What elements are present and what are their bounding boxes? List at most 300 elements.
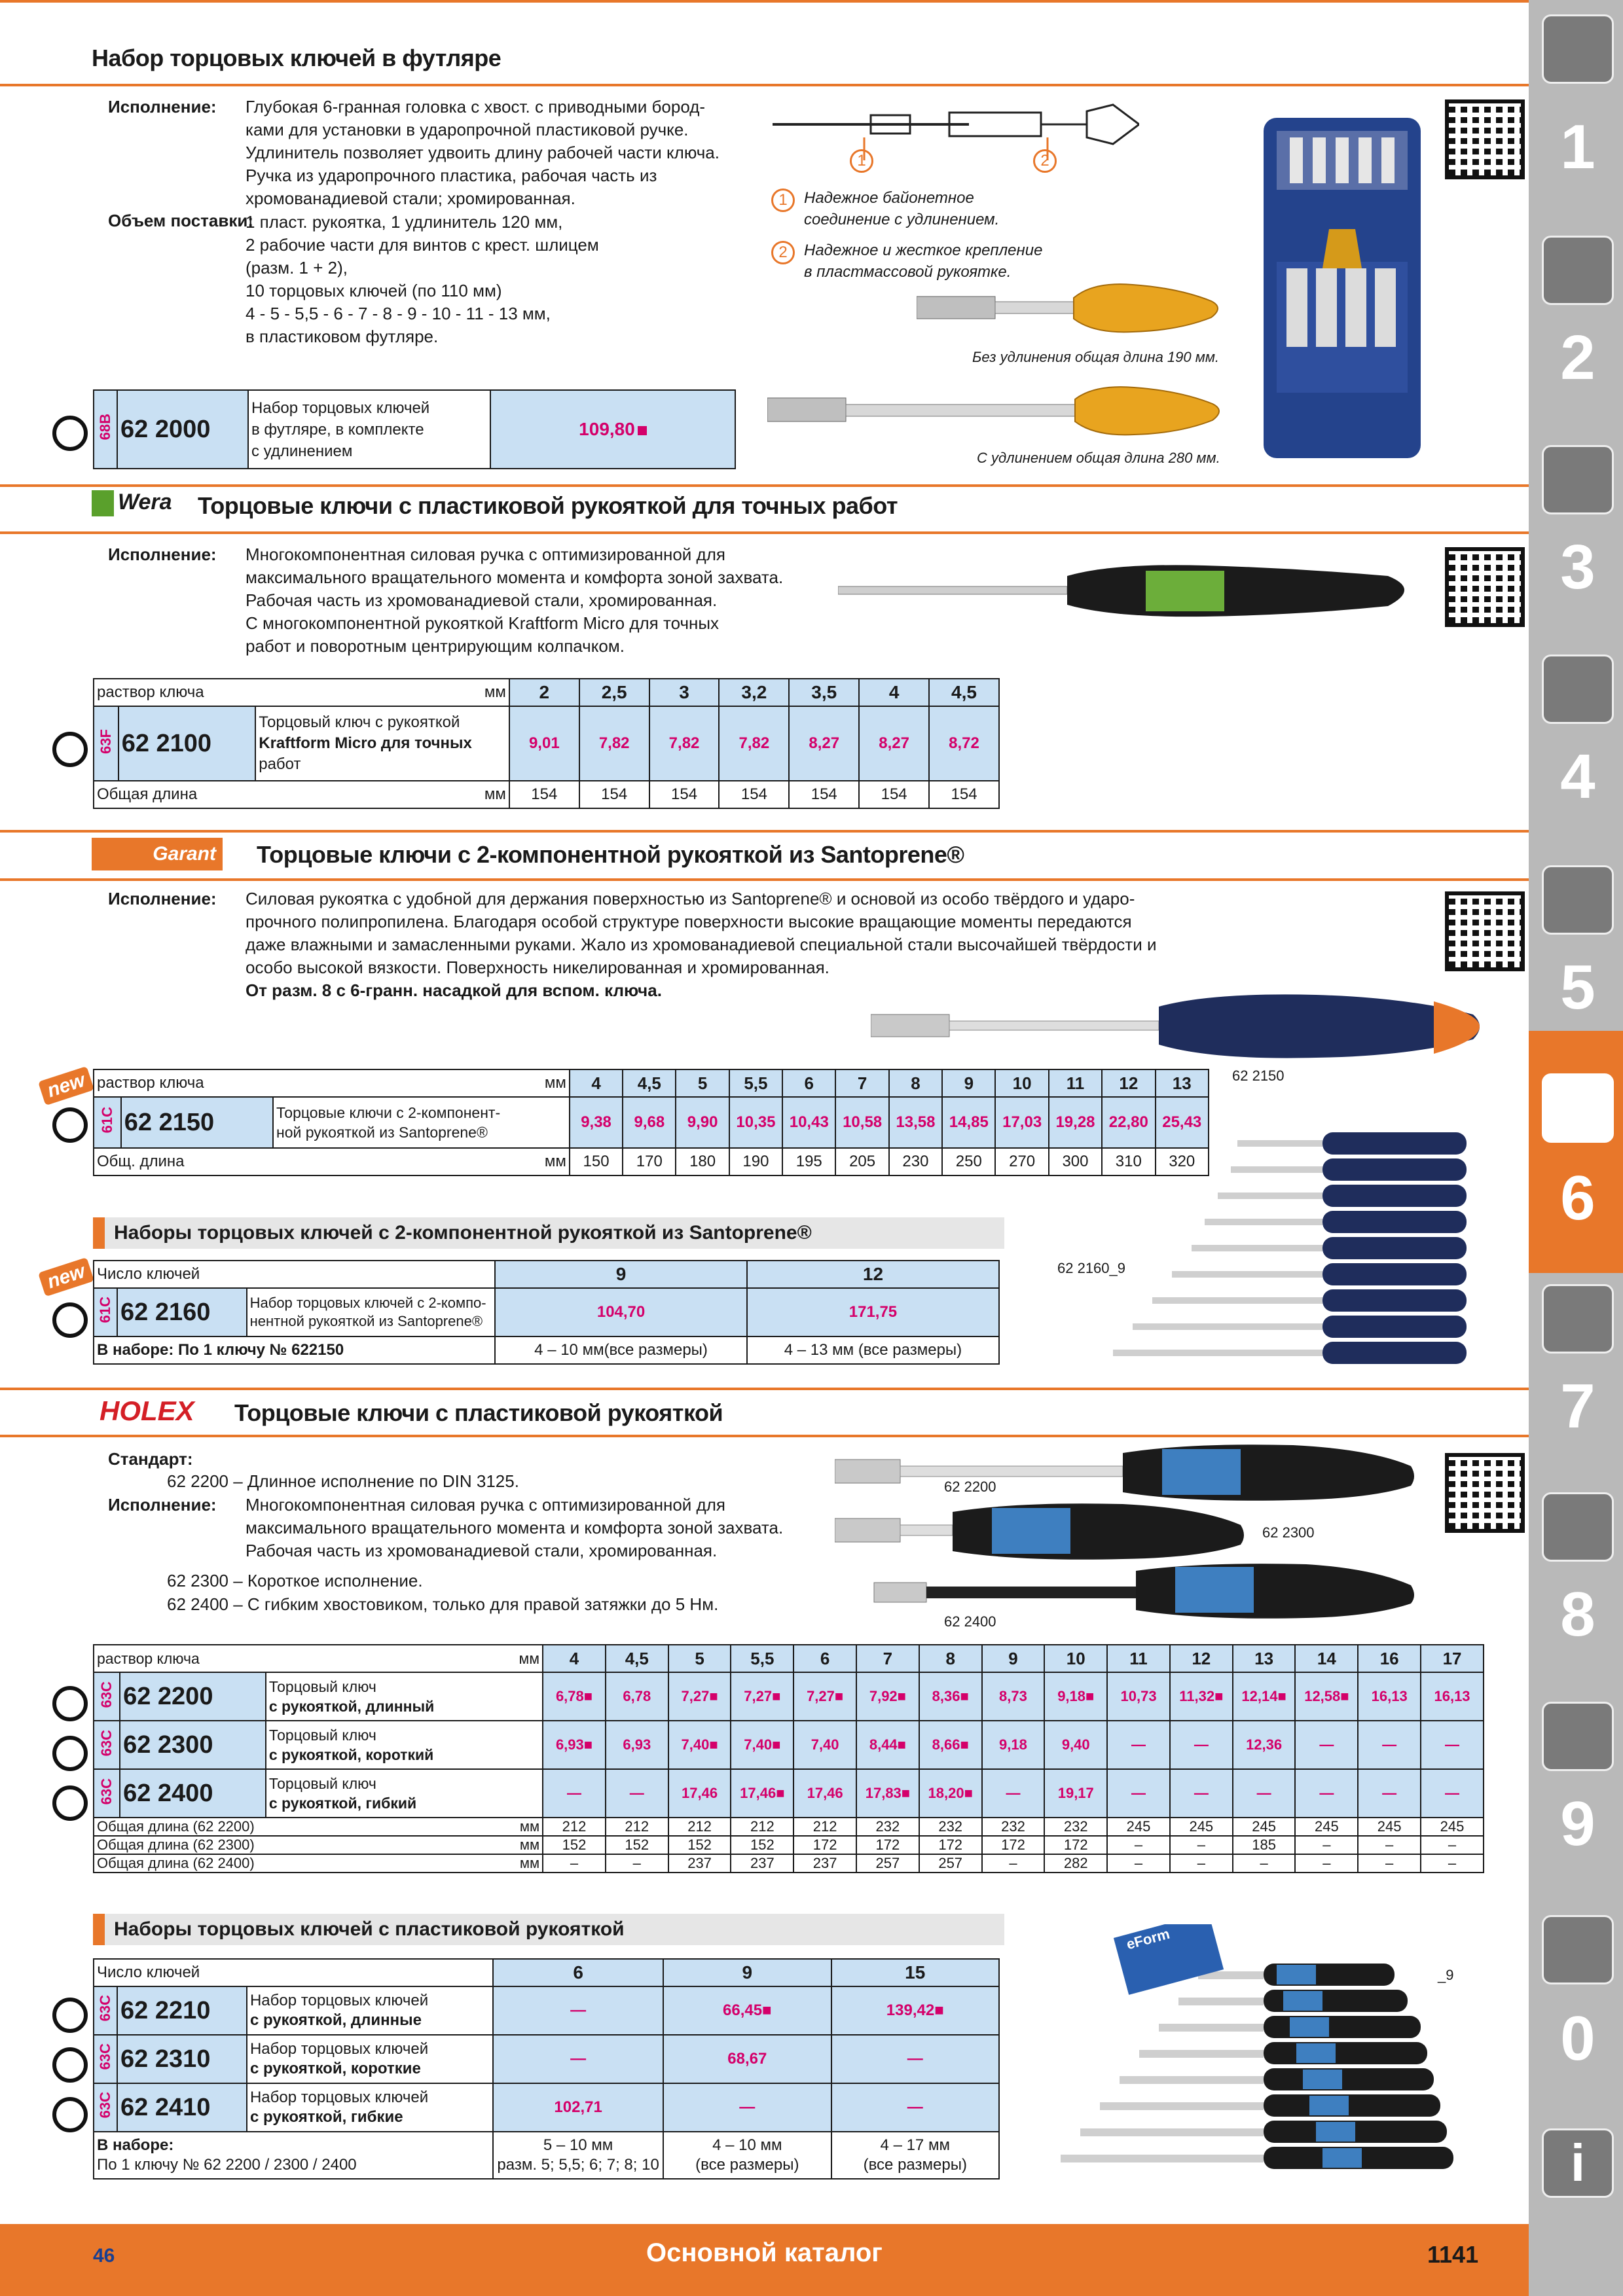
- price-cell: 12,58■: [1295, 1672, 1358, 1721]
- caption: С удлинением общая длина 280 мм.: [977, 450, 1220, 466]
- length-cell: 154: [509, 781, 579, 808]
- wrench-screwdriver-icon[interactable]: [1542, 1073, 1614, 1143]
- desc-line: Торцовый ключ: [268, 1678, 376, 1695]
- desc-line: ной рукояткой из Santoprene®: [276, 1124, 488, 1141]
- group-code: 61C: [94, 1097, 121, 1148]
- select-circle[interactable]: [52, 1686, 88, 1721]
- group-code: 61C: [94, 1288, 117, 1336]
- price-cell: 9,38: [570, 1097, 623, 1148]
- size-header: 2,5: [579, 679, 649, 706]
- price-cell: 6,78: [606, 1672, 668, 1721]
- price-cell: —: [831, 2083, 999, 2132]
- product-desc: [266, 1672, 543, 1721]
- price-cell: 17,46: [668, 1769, 731, 1818]
- desc-line: с рукояткой, длинные: [249, 2011, 422, 2029]
- group-code: 63C: [94, 1986, 117, 2035]
- desc-line: хромованадиевой стали; хромированная.: [246, 188, 575, 208]
- tab-number[interactable]: 8: [1560, 1579, 1596, 1649]
- brand-logo: Wera: [92, 490, 172, 516]
- toolholder-icon[interactable]: [1542, 445, 1614, 514]
- tab-number[interactable]: 2: [1560, 323, 1596, 393]
- price-cell: —: [493, 2035, 663, 2083]
- length-cell: 282: [1044, 1854, 1107, 1873]
- length-cell: –: [1170, 1854, 1233, 1873]
- select-circle[interactable]: [52, 2097, 88, 2132]
- length-cell: –: [982, 1854, 1045, 1873]
- caption: Без удлинения общая длина 190 мм.: [972, 349, 1220, 365]
- length-cell: –: [1107, 1854, 1170, 1873]
- info-icon[interactable]: i: [1542, 2128, 1614, 2198]
- image-label: 62 2300: [1262, 1524, 1315, 1541]
- length-cell: 320: [1156, 1148, 1209, 1175]
- size-header: 9: [982, 1645, 1045, 1672]
- size-header: 4: [543, 1645, 606, 1672]
- callout-text: [804, 187, 999, 230]
- contents-cell: 4 – 17 мм (все размеры): [831, 2132, 999, 2179]
- size-table: [93, 678, 1000, 809]
- description: [246, 1494, 783, 1562]
- price-cell: 104,70: [495, 1288, 747, 1336]
- desc-line: с рукояткой, короткий: [268, 1746, 434, 1763]
- length-cell: 154: [579, 781, 649, 808]
- count-header: 15: [831, 1959, 999, 1986]
- tab-number[interactable]: 7: [1560, 1371, 1596, 1441]
- article-number[interactable]: 62 2300: [120, 1721, 266, 1769]
- count-header: 9: [663, 1959, 831, 1986]
- qr-code[interactable]: [1445, 891, 1525, 971]
- desc-line: С многокомпонентной рукояткой Kraftform Micro для точных: [246, 613, 720, 633]
- price-cell: 7,27■: [793, 1672, 856, 1721]
- size-header: 13: [1233, 1645, 1296, 1672]
- qr-code[interactable]: [1445, 547, 1525, 627]
- product-desc: [266, 1769, 543, 1818]
- price-cell: 6,93■: [543, 1721, 606, 1769]
- article-number[interactable]: 62 2150: [121, 1097, 273, 1148]
- length-cell: 232: [1044, 1818, 1107, 1836]
- tab-number[interactable]: 1: [1560, 112, 1596, 182]
- price-cell: 109,80: [490, 390, 735, 469]
- price-cell: 9,18■: [1044, 1672, 1107, 1721]
- size-header: 11: [1107, 1645, 1170, 1672]
- length-cell: 205: [835, 1148, 888, 1175]
- desc-line: Многокомпонентная силовая ручка с оптимизированной для: [246, 1495, 725, 1515]
- pliers-hammer-icon[interactable]: [1542, 1284, 1614, 1354]
- contents-cell: 5 – 10 мм разм. 5; 5,5; 6; 7; 8; 10: [493, 2132, 663, 2179]
- price-cell: —: [1233, 1769, 1296, 1818]
- group-code: 63C: [94, 1672, 120, 1721]
- set-image: [1048, 1924, 1467, 2186]
- price-cell: 12,14■: [1233, 1672, 1296, 1721]
- desc-line: От разм. 8 с 6-гранн. насадкой для вспом. ключа.: [246, 980, 662, 1000]
- price-cell: 8,72: [929, 706, 999, 781]
- scope-line: 1 пласт. рукоятка, 1 удлинитель 120 мм,: [246, 212, 563, 232]
- desc-line: с рукояткой, длинный: [268, 1698, 435, 1715]
- image-label: 62 2160_9: [1057, 1260, 1125, 1276]
- length-cell: 237: [731, 1854, 793, 1873]
- new-badge: new: [38, 1257, 94, 1297]
- safety-gear-icon[interactable]: [1542, 1915, 1614, 1984]
- desc-line: с рукояткой, гибкий: [268, 1795, 417, 1812]
- count-header: 6: [493, 1959, 663, 1986]
- length-cell: 152: [668, 1836, 731, 1854]
- table-header: раствор ключа мм: [94, 1645, 543, 1672]
- size-header: 8: [889, 1069, 942, 1097]
- size-header: 10: [1044, 1645, 1107, 1672]
- size-header: 16: [1358, 1645, 1421, 1672]
- length-cell: 212: [793, 1818, 856, 1836]
- price-cell: 8,27: [789, 706, 859, 781]
- qr-code[interactable]: [1445, 99, 1525, 179]
- callout-marker: 1: [771, 188, 795, 212]
- length-cell: 245: [1295, 1818, 1358, 1836]
- size-header: 5: [668, 1645, 731, 1672]
- image-label: _9: [1438, 1967, 1454, 1983]
- section-rule: [0, 1388, 1529, 1390]
- desc-line: максимального вращательного момента и комфорта зоной захвата.: [246, 1518, 784, 1537]
- length-cell: –: [1107, 1836, 1170, 1854]
- size-header: 5: [676, 1069, 729, 1097]
- price-cell: 16,13: [1358, 1672, 1421, 1721]
- length-cell: 154: [789, 781, 859, 808]
- section-rule: [0, 484, 1529, 487]
- subsection-header: Наборы торцовых ключей с 2-компонентной рукояткой из Santoprene®: [93, 1217, 1004, 1249]
- section-rule: [0, 878, 1529, 881]
- drill-icon[interactable]: [1542, 14, 1614, 84]
- desc-line: в футляре, в комплекте: [251, 420, 424, 439]
- group-code: 63C: [94, 1721, 120, 1769]
- article-number[interactable]: 62 2410: [117, 2083, 247, 2132]
- section-rule: [0, 1435, 1529, 1437]
- tab-number[interactable]: 9: [1560, 1789, 1596, 1859]
- caliper-icon[interactable]: [1542, 655, 1614, 724]
- desc-line: Торцовый ключ: [268, 1775, 376, 1792]
- length-cell: 237: [793, 1854, 856, 1873]
- size-header: 7: [856, 1645, 919, 1672]
- length-cell: 152: [543, 1836, 606, 1854]
- desc-line: Набор торцовых ключей с 2-компо-: [249, 1295, 486, 1311]
- length-cell: 195: [782, 1148, 835, 1175]
- size-table: [93, 1069, 1209, 1176]
- price-cell: 102,71: [493, 2083, 663, 2132]
- table-header: раствор ключа мм: [94, 1069, 570, 1097]
- price-cell: —: [493, 1986, 663, 2035]
- product-desc: [247, 2083, 493, 2132]
- size-header: 6: [782, 1069, 835, 1097]
- brand-logo: Garant: [92, 838, 223, 870]
- length-cell: –: [1170, 1836, 1233, 1854]
- desc-line: с удлинением: [251, 442, 353, 460]
- group-code: 63C: [94, 2035, 117, 2083]
- desc-line: Силовая рукоятка с удобной для держания поверхностью из Santoprene® и основой из особо твёрдого и ударо-: [246, 889, 1135, 908]
- price-cell: 16,13: [1421, 1672, 1484, 1721]
- desc-line: особо высокой вязкости. Поверхность никелированная и хромированная.: [246, 958, 830, 977]
- variant-line: 62 2300 – Короткое исполнение.: [167, 1571, 423, 1590]
- select-circle[interactable]: [52, 2047, 88, 2083]
- length-cell: 232: [919, 1818, 982, 1836]
- length-label: Общая длина (62 2200) мм: [94, 1818, 543, 1836]
- desc-line: Kraftform Micro для точных: [259, 734, 472, 752]
- group-code: 63F: [94, 706, 119, 781]
- length-cell: 232: [856, 1818, 919, 1836]
- price-cell: —: [1358, 1721, 1421, 1769]
- length-label: Общ. длина мм: [94, 1148, 570, 1175]
- price-cell: —: [1295, 1721, 1358, 1769]
- select-circle[interactable]: [52, 1998, 88, 2033]
- select-circle[interactable]: [52, 1302, 88, 1338]
- stock-marker: [638, 426, 647, 435]
- length-cell: 154: [929, 781, 999, 808]
- desc-line: работ: [259, 755, 301, 773]
- ispolnenie-label: Исполнение:: [108, 545, 217, 564]
- section-title: Набор торцовых ключей в футляре: [92, 45, 501, 71]
- length-cell: –: [1295, 1836, 1358, 1854]
- desc-line: Удлинитель позволяет удвоить длину рабочей части ключа.: [246, 143, 720, 162]
- callout-text: [804, 240, 1042, 283]
- article-number[interactable]: 62 2400: [120, 1769, 266, 1818]
- length-cell: 172: [793, 1836, 856, 1854]
- desc-line: Набор торцовых ключей: [249, 1992, 429, 2009]
- price-cell: 7,27■: [668, 1672, 731, 1721]
- length-cell: 245: [1358, 1818, 1421, 1836]
- price-cell: —: [1107, 1721, 1170, 1769]
- price-cell: 7,82: [649, 706, 720, 781]
- scope-line: 10 торцовых ключей (по 110 мм): [246, 281, 502, 300]
- price-cell: —: [982, 1769, 1045, 1818]
- insert-icon[interactable]: [1542, 236, 1614, 305]
- price-cell: 10,58: [835, 1097, 888, 1148]
- tab-number[interactable]: 4: [1560, 742, 1596, 812]
- price-cell: —: [1170, 1721, 1233, 1769]
- size-header: 3,5: [789, 679, 859, 706]
- qr-code[interactable]: [1445, 1453, 1525, 1533]
- price-cell: 8,66■: [919, 1721, 982, 1769]
- size-header: 11: [1049, 1069, 1102, 1097]
- scope-line: в пластиковом футляре.: [246, 327, 439, 346]
- price-cell: —: [606, 1769, 668, 1818]
- price-cell: 9,40: [1044, 1721, 1107, 1769]
- description: [246, 888, 1156, 1002]
- article-number[interactable]: 62 2200: [120, 1672, 266, 1721]
- workbench-icon[interactable]: [1542, 1492, 1614, 1562]
- price-cell: 139,42■: [831, 1986, 999, 2035]
- contents-cell: 4 – 10 мм (все размеры): [663, 2132, 831, 2179]
- select-circle[interactable]: [52, 1785, 88, 1821]
- variant-line: 62 2400 – С гибким хвостовиком, только для правой затяжки до 5 Нм.: [167, 1594, 719, 1614]
- set-table: [93, 1958, 1000, 2179]
- tab-number[interactable]: 5: [1560, 952, 1596, 1022]
- tab-number[interactable]: 3: [1560, 532, 1596, 602]
- product-desc: [248, 390, 490, 469]
- footer-title: Основной каталог: [646, 2238, 883, 2267]
- length-cell: –: [1421, 1836, 1484, 1854]
- desc-line: ками для установки в ударопрочной пластиковой ручке.: [246, 120, 689, 139]
- price-cell: —: [1358, 1769, 1421, 1818]
- price-cell: 8,44■: [856, 1721, 919, 1769]
- article-number[interactable]: 62 2160: [117, 1288, 247, 1336]
- size-header: 4,5: [606, 1645, 668, 1672]
- desc-line: Рабочая часть из хромованадиевой стали, хромированная.: [246, 590, 718, 610]
- size-header: 7: [835, 1069, 888, 1097]
- select-circle[interactable]: [52, 732, 88, 767]
- size-header: 4: [859, 679, 929, 706]
- desc-line: Глубокая 6-гранная головка с хвост. с приводными бород-: [246, 97, 706, 117]
- size-header: 4,5: [623, 1069, 676, 1097]
- tab-number[interactable]: 0: [1560, 2003, 1596, 2073]
- length-cell: –: [1295, 1854, 1358, 1873]
- contents-cell: 4 – 10 мм(все размеры): [495, 1336, 747, 1364]
- length-cell: –: [606, 1854, 668, 1873]
- case-image: [1264, 118, 1421, 458]
- price-cell: 17,46: [793, 1769, 856, 1818]
- description: [246, 543, 783, 658]
- callout-marker: 1: [850, 149, 873, 173]
- price-cell: —: [1421, 1721, 1484, 1769]
- length-cell: 270: [995, 1148, 1048, 1175]
- price-cell: —: [1295, 1769, 1358, 1818]
- product-desc: [255, 706, 509, 781]
- image-label: 62 2150: [1232, 1067, 1285, 1084]
- desc-line: Торцовый ключ с рукояткой: [259, 713, 460, 731]
- desc-line: прочного полипропилена. Благодаря особой структуре поверхности высокие вращающие моменты передаются: [246, 912, 1132, 931]
- length-cell: 172: [856, 1836, 919, 1854]
- length-cell: 245: [1107, 1818, 1170, 1836]
- cabinet-icon[interactable]: [1542, 1702, 1614, 1771]
- length-cell: 185: [1233, 1836, 1296, 1854]
- count-header: 12: [747, 1261, 999, 1288]
- screwdriver-image: [871, 988, 1486, 1067]
- page-number-left: 46: [93, 2245, 115, 2267]
- image-label: 62 2400: [944, 1613, 996, 1630]
- set-image: [1080, 1126, 1486, 1374]
- length-cell: 310: [1102, 1148, 1155, 1175]
- desc-line: Торцовый ключ: [268, 1727, 376, 1744]
- desc-line: даже влажными и замасленными руками. Жало из хромованадиевой специальной стали высочайшей твёрдости и: [246, 935, 1157, 954]
- description: [246, 96, 720, 210]
- desc-line: Набор торцовых ключей: [251, 399, 430, 417]
- section-title: Торцовые ключи с 2-компонентной рукояткой из Santoprene®: [257, 841, 964, 868]
- price-cell: 7,40■: [668, 1721, 731, 1769]
- price-cell: 13,58: [889, 1097, 942, 1148]
- group-code: 63C: [94, 1769, 120, 1818]
- price-cell: 8,73: [982, 1672, 1045, 1721]
- saw-blade-icon[interactable]: [1542, 865, 1614, 935]
- price-cell: 68,67: [663, 2035, 831, 2083]
- price-cell: 17,03: [995, 1097, 1048, 1148]
- length-cell: 257: [919, 1854, 982, 1873]
- new-badge: new: [38, 1066, 94, 1105]
- length-cell: 152: [606, 1836, 668, 1854]
- size-header: 13: [1156, 1069, 1209, 1097]
- ispolnenie-label: Исполнение:: [108, 1495, 217, 1515]
- group-code: 63C: [94, 2083, 117, 2132]
- price-cell: 9,90: [676, 1097, 729, 1148]
- length-cell: 172: [982, 1836, 1045, 1854]
- length-cell: 212: [606, 1818, 668, 1836]
- scope-line: 4 - 5 - 5,5 - 6 - 7 - 8 - 9 - 10 - 11 - 13 мм,: [246, 304, 551, 323]
- price-cell: —: [1421, 1769, 1484, 1818]
- select-circle[interactable]: [52, 1736, 88, 1771]
- price-cell: 171,75: [747, 1288, 999, 1336]
- contents-cell: 4 – 13 мм (все размеры): [747, 1336, 999, 1364]
- section-rule: [0, 0, 1529, 3]
- length-cell: 154: [649, 781, 720, 808]
- length-cell: 152: [731, 1836, 793, 1854]
- price-cell: 12,36: [1233, 1721, 1296, 1769]
- price-cell: 9,01: [509, 706, 579, 781]
- select-circle[interactable]: [52, 416, 88, 451]
- length-cell: 212: [543, 1818, 606, 1836]
- screwdriver-image: [767, 381, 1245, 440]
- screwdriver-image: [917, 278, 1244, 337]
- desc-line: с рукояткой, гибкие: [249, 2108, 403, 2126]
- size-header: 17: [1421, 1645, 1484, 1672]
- price-cell: 7,40■: [731, 1721, 793, 1769]
- size-header: 3: [649, 679, 720, 706]
- product-desc: [247, 1986, 493, 2035]
- length-cell: 154: [859, 781, 929, 808]
- price-cell: 11,32■: [1170, 1672, 1233, 1721]
- length-cell: 170: [623, 1148, 676, 1175]
- length-cell: 237: [668, 1854, 731, 1873]
- callout-line: в пластмассовой рукоятке.: [804, 263, 1012, 281]
- delivery-scope: [246, 211, 599, 348]
- desc-line: с рукояткой, короткие: [249, 2060, 421, 2077]
- article-number[interactable]: 62 2000: [117, 390, 248, 469]
- article-number[interactable]: 62 2210: [117, 1986, 247, 2035]
- length-cell: 180: [676, 1148, 729, 1175]
- length-cell: 245: [1170, 1818, 1233, 1836]
- size-header: 14: [1295, 1645, 1358, 1672]
- length-cell: –: [543, 1854, 606, 1873]
- callout-marker: 2: [1033, 149, 1057, 173]
- length-cell: 212: [668, 1818, 731, 1836]
- size-header: 10: [995, 1069, 1048, 1097]
- price-cell: 8,36■: [919, 1672, 982, 1721]
- screwdriver-image: [838, 556, 1421, 628]
- group-code: 68B: [94, 390, 117, 469]
- table-header: раствор ключа мм: [94, 679, 509, 706]
- select-circle[interactable]: [52, 1107, 88, 1143]
- price-cell: 66,45■: [663, 1986, 831, 2035]
- desc-line: Рабочая часть из хромованадиевой стали, хромированная.: [246, 1541, 718, 1560]
- size-header: 3,2: [719, 679, 789, 706]
- price-cell: 8,27: [859, 706, 929, 781]
- price-cell: 18,20■: [919, 1769, 982, 1818]
- product-table: [93, 389, 736, 469]
- article-number[interactable]: 62 2310: [117, 2035, 247, 2083]
- price-cell: 7,92■: [856, 1672, 919, 1721]
- standard-line: 62 2200 – Длинное исполнение по DIN 3125.: [167, 1471, 519, 1491]
- size-header: 8: [919, 1645, 982, 1672]
- size-header: 12: [1102, 1069, 1155, 1097]
- obem-label: Объем поставки:: [108, 211, 254, 230]
- length-cell: 245: [1233, 1818, 1296, 1836]
- section-rule: [0, 84, 1529, 86]
- contents-label: [94, 2132, 493, 2179]
- tab-number-active[interactable]: 6: [1560, 1163, 1596, 1233]
- size-header: 4,5: [929, 679, 999, 706]
- price-cell: 19,28: [1049, 1097, 1102, 1148]
- size-header: 9: [942, 1069, 995, 1097]
- length-cell: –: [1421, 1854, 1484, 1873]
- product-desc: [247, 2035, 493, 2083]
- length-label: Общая длина мм: [94, 781, 509, 808]
- article-number[interactable]: 62 2100: [119, 706, 256, 781]
- callout-line: соединение с удлинением.: [804, 211, 1000, 228]
- screwdriver-images: [835, 1440, 1424, 1623]
- length-cell: 150: [570, 1148, 623, 1175]
- price-cell: 7,27■: [731, 1672, 793, 1721]
